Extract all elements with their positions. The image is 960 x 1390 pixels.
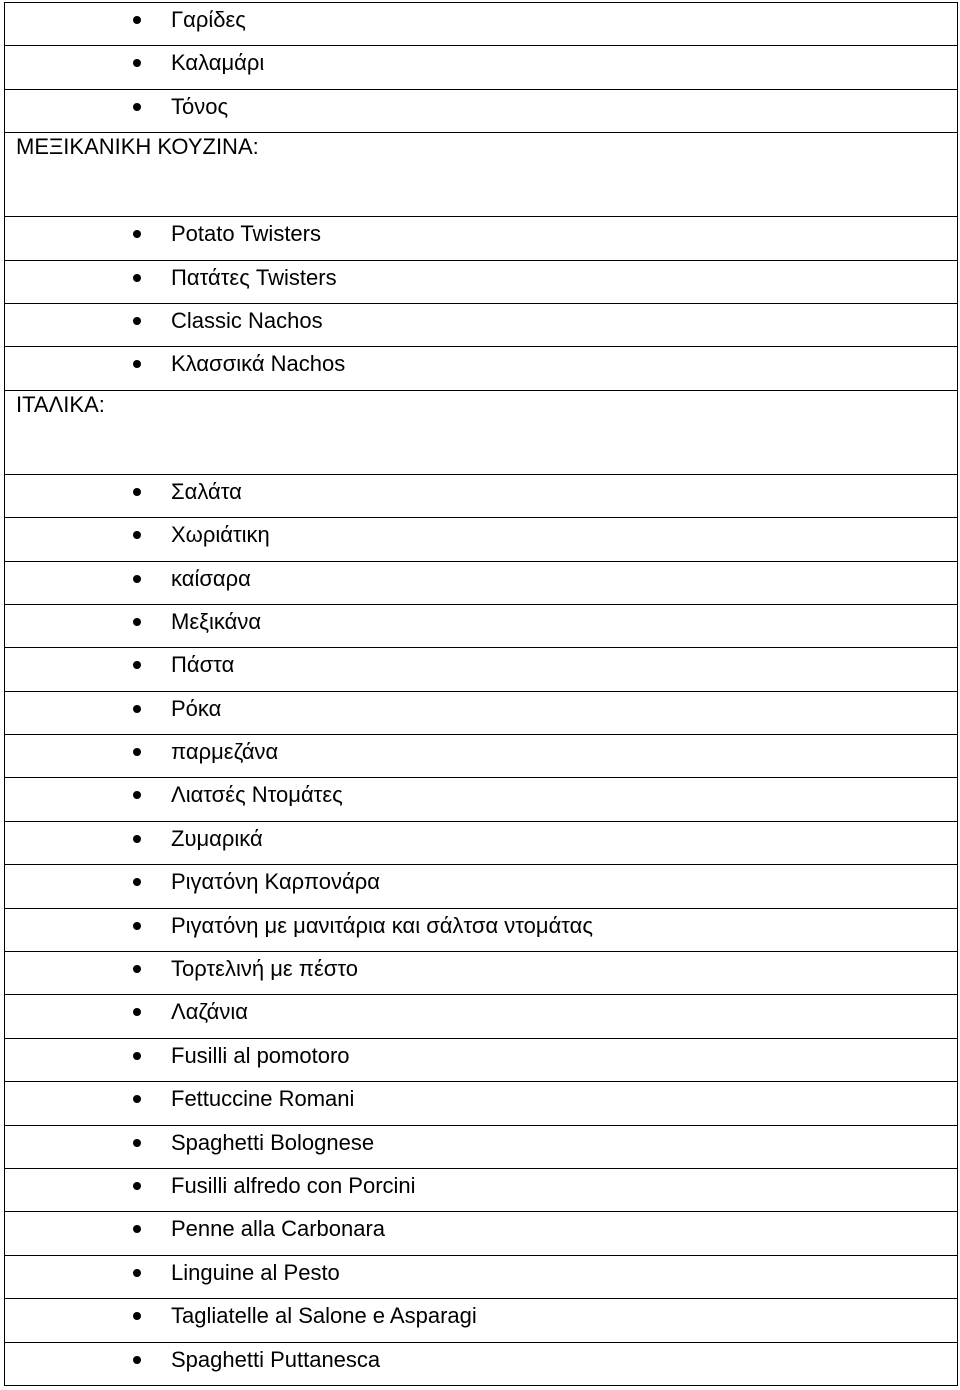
list-item	[5, 1299, 957, 1341]
menu-item-label: Καλαμάρι	[171, 50, 265, 76]
table-row	[5, 604, 958, 647]
bullet-icon	[133, 1008, 141, 1016]
table-row	[5, 778, 958, 821]
menu-item-cell	[5, 561, 958, 604]
menu-item-cell	[5, 865, 958, 908]
bullet-icon	[133, 878, 141, 886]
list-item	[5, 909, 957, 951]
mexican-heading-cell	[5, 133, 958, 217]
table-row	[5, 133, 958, 217]
menu-item-cell	[5, 474, 958, 517]
table-row	[5, 1082, 958, 1125]
list-item	[5, 1212, 957, 1254]
table-row	[5, 303, 958, 346]
menu-item-label: Λιατσές Ντομάτες	[171, 782, 343, 808]
menu-item-label: Spaghetti Puttanesca	[171, 1346, 381, 1372]
bullet-icon	[133, 922, 141, 930]
list-item	[5, 1126, 957, 1168]
menu-item-label: Χωριάτικη	[171, 522, 270, 548]
bullet-icon	[133, 1312, 141, 1320]
menu-item-label: Πάστα	[171, 652, 235, 678]
table-row	[5, 561, 958, 604]
table-row	[5, 347, 958, 390]
table-row	[5, 865, 958, 908]
table-row	[5, 908, 958, 951]
menu-item-label: Κλασσικά Nachos	[171, 351, 346, 377]
list-item	[5, 3, 957, 45]
menu-item-cell	[5, 518, 958, 561]
bullet-icon	[133, 1095, 141, 1103]
menu-item-label: Tagliatelle al Salone e Asparagi	[171, 1303, 477, 1329]
table-row	[5, 1038, 958, 1081]
table-row	[5, 691, 958, 734]
bullet-icon	[133, 705, 141, 713]
bullet-icon	[133, 575, 141, 583]
list-item	[5, 952, 957, 994]
list-item	[5, 347, 957, 389]
list-item	[5, 1169, 957, 1211]
menu-item-cell	[5, 1168, 958, 1211]
menu-item-label: Γαρίδες	[171, 7, 246, 32]
section-heading: ΙΤΑΛΙΚΑ:	[16, 391, 105, 417]
bullet-icon	[133, 1182, 141, 1190]
table-row	[5, 735, 958, 778]
bullet-icon	[133, 748, 141, 756]
table-row	[5, 46, 958, 89]
menu-item-label: Potato Twisters	[171, 221, 321, 247]
table-row	[5, 474, 958, 517]
section-heading: ΜΕΞΙΚΑΝΙΚΗ ΚΟΥΖΙΝΑ:	[16, 134, 259, 160]
list-item	[5, 692, 957, 734]
menu-item-label: Τορτελινή με πέστο	[171, 956, 358, 982]
menu-item-cell	[5, 260, 958, 303]
list-item	[5, 217, 957, 259]
menu-item-label: Ριγατόνη με μανιτάρια και σάλτσα ντομάτας	[171, 912, 594, 938]
table-row	[5, 1255, 958, 1298]
menu-item-cell	[5, 778, 958, 821]
bullet-icon	[133, 317, 141, 325]
menu-item-cell	[5, 1038, 958, 1081]
menu-item-cell	[5, 303, 958, 346]
menu-item-label: Τόνος	[171, 93, 229, 119]
menu-item-cell	[5, 1125, 958, 1168]
table-row	[5, 1125, 958, 1168]
bullet-icon	[133, 1269, 141, 1277]
menu-item-label: Μεξικάνα	[171, 608, 262, 634]
menu-item-label: Σαλάτα	[171, 478, 242, 504]
table-row	[5, 260, 958, 303]
table-row	[5, 995, 958, 1038]
table-row	[5, 518, 958, 561]
list-item	[5, 261, 957, 303]
bullet-icon	[133, 360, 141, 368]
table-row	[5, 1212, 958, 1255]
list-item	[5, 562, 957, 604]
menu-item-label: Fusilli alfredo con Porcini	[171, 1172, 416, 1198]
table-row	[5, 3, 958, 46]
menu-item-cell	[5, 1255, 958, 1298]
list-item	[5, 304, 957, 346]
menu-item-cell	[5, 908, 958, 951]
list-item	[5, 518, 957, 560]
menu-item-cell	[5, 217, 958, 260]
menu-item-cell	[5, 995, 958, 1038]
bullet-icon	[133, 59, 141, 67]
bullet-icon	[133, 618, 141, 626]
list-item	[5, 648, 957, 690]
table-row	[5, 1342, 958, 1385]
table-row	[5, 821, 958, 864]
menu-item-cell	[5, 46, 958, 89]
menu-item-cell	[5, 1212, 958, 1255]
menu-item-cell	[5, 735, 958, 778]
bullet-icon	[133, 1139, 141, 1147]
list-item	[5, 1343, 957, 1385]
menu-item-cell	[5, 89, 958, 132]
menu-item-label: Fettuccine Romani	[171, 1086, 355, 1112]
italian-heading-cell	[5, 390, 958, 474]
bullet-icon	[133, 230, 141, 238]
menu-item-cell	[5, 1299, 958, 1342]
bullet-icon	[133, 1225, 141, 1233]
bullet-icon	[133, 103, 141, 111]
list-item	[5, 1039, 957, 1081]
list-item	[5, 822, 957, 864]
bullet-icon	[133, 1356, 141, 1364]
menu-item-label: Penne alla Carbonara	[171, 1216, 386, 1242]
list-item	[5, 865, 957, 907]
table-row	[5, 648, 958, 691]
bullet-icon	[133, 791, 141, 799]
menu-item-label: Λαζάνια	[171, 999, 248, 1025]
list-item	[5, 605, 957, 647]
menu-table-body	[5, 3, 958, 1386]
bullet-icon	[133, 835, 141, 843]
menu-item-cell	[5, 1342, 958, 1385]
list-item	[5, 1256, 957, 1298]
menu-item-cell	[5, 347, 958, 390]
bullet-icon	[133, 274, 141, 282]
menu-item-label: Ζυμαρικά	[171, 825, 263, 851]
list-item	[5, 735, 957, 777]
list-item	[5, 1082, 957, 1124]
menu-item-cell	[5, 952, 958, 995]
table-row	[5, 1168, 958, 1211]
menu-item-label: παρμεζάνα	[171, 739, 279, 765]
menu-item-cell	[5, 691, 958, 734]
list-item	[5, 46, 957, 88]
menu-item-label: καίσαρα	[171, 565, 251, 591]
list-item	[5, 90, 957, 132]
bullet-icon	[133, 661, 141, 669]
menu-item-label: Ριγατόνη Καρπονάρα	[171, 869, 380, 895]
menu-item-cell	[5, 1082, 958, 1125]
menu-item-cell	[5, 821, 958, 864]
menu-item-cell	[5, 3, 958, 46]
table-row	[5, 1299, 958, 1342]
table-row	[5, 390, 958, 474]
menu-item-label: Classic Nachos	[171, 307, 323, 333]
table-row	[5, 217, 958, 260]
bullet-icon	[133, 1052, 141, 1060]
menu-item-label: Πατάτες Twisters	[171, 264, 337, 290]
bullet-icon	[133, 16, 141, 24]
table-row	[5, 952, 958, 995]
menu-item-cell	[5, 604, 958, 647]
bullet-icon	[133, 531, 141, 539]
menu-item-label: Spaghetti Bolognese	[171, 1129, 375, 1155]
bullet-icon	[133, 965, 141, 973]
list-item	[5, 778, 957, 820]
menu-item-cell	[5, 648, 958, 691]
menu-item-label: Linguine al Pesto	[171, 1259, 340, 1285]
list-item	[5, 995, 957, 1037]
bullet-icon	[133, 488, 141, 496]
list-item	[5, 475, 957, 517]
menu-item-label: Ρόκα	[171, 695, 222, 721]
table-row	[5, 89, 958, 132]
menu-item-label: Fusilli al pomotoro	[171, 1042, 350, 1068]
menu-table	[4, 2, 958, 1386]
